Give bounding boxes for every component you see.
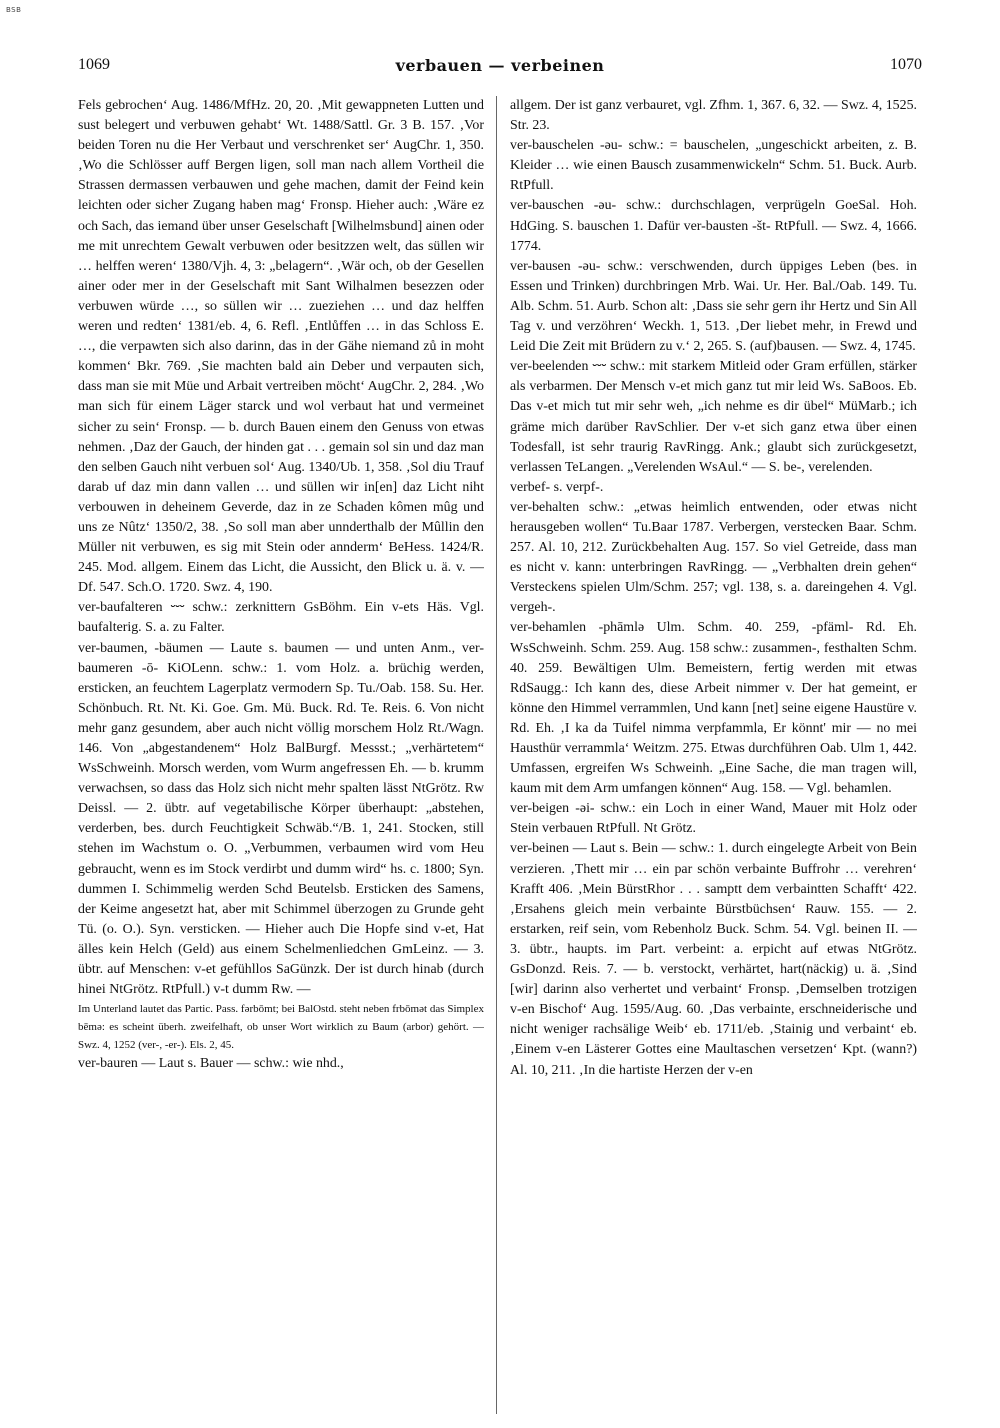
entry-verbehalten: ver-behalten schw.: „etwas heimlich entwenden, oder etwas nicht herausgeben wollen“ Tu.Baar 1787. Verbergen, verstecken Baar. Schm. 257. Al. 10, 212. Zurückbehalten Aug. 157. So viel Getreide, dass man es nicht v. kann: unterbringen RavRingg. — „Verbhalten drein gehen“ Versteckens spielen Ulm/Schm. 257; vgl. 138, s. a. dareingehen 4. Vgl. vergeh-. — [510, 499, 917, 616]
left-column — [78, 96, 484, 1412]
entry-verbausen: ver-bausen -əu- schw.: verschwenden, durch üppiges Leben (bes. in Essen und Trinken) durchbringen Mrb. Wai. Ur. Her. Bal./Oab. 149. Tu. Alb. Schm. 51. Aurb. Schon alt: ‚Dass sie sehr gern ihr Hertz und Sin All Tag v. und verzöhren‘ Weckh. 1, 513. ‚Der liebet mehr, in Frewd und Leid Die Zeit mit Brüdern zu v.‘ 2, 265. S. (auf)bausen. — Swz. 4, 1745. — [510, 258, 917, 355]
entry-verbauen-continued: Fels gebrochen‘ Aug. 1486/MfHz. 20, 20. ‚Mit gewappneten Lutten und sust belegert und verbuwen gehabt‘ Wt. 1488/Sattl. Gr. 3 B. 157. ‚Vor beiden Toren nu die Her Verbaut und verschrenket ser‘ AugChr. 1, 350. ‚Wo die Schlösser auff Bergen ligen, soll man nach allem Vortheil die Strassen dermassen verbauwen und gehe machen, damit der Feind kein leichten oder sicher Zugang haben mag‘ Fronsp. Hieher auch: ‚Wäre ez och Sach, das iemand über unser Geselschaft [Wilhelmsbund] ainen oder me mit unrechtem Gewalt verbuwen oder besitzzen welt, das süllen wir … helffen weren‘ 1380/Vjh. 4, 3: „belagern“. ‚Wär och, ob der Gesellen ainer oder mer in der Geselschaft mit Sant Wilhalmen besezzen oder verbuwen würde …, so süllen wir … zueziehen … und daz helffen weren und redten‘ 1381/eb. 4, 6. Refl. ‚Entlůffen … in das Schloss E. …, die verpawten sich also darinn, das in der Gähe niemand zů in moht kommen‘ Bkr. 769. ‚Sie machten bald ain Deber und verpauten sich, dass man sie mit Müe und Arbait vertreiben möcht‘ AugChr. 2, 284. ‚Wo man sich für einem Läger starck und wol verbaut hat und vermeinet sicher zu sein‘ Fronsp. — b. durch Bauen einem den Genuss von etwas nehmen. ‚Daz der Gauch, der hinden gat . . . gemain sol sin und daz man den selben Gauch niht verbuen sol‘ Aug. 1340/Ub. 1, 358. ‚Sol diu Trauf darab uf daz min dann vallen … und süllen wir in[en] daz Licht niht verbouwen in deheinem Geverde, daz in ze Schaden kômen mûg und uns ze Nûtz‘ 1350/2, 38. ‚So soll man aber unnderthalb der Mûllin den Müller nit verbuwen, es sig mit Stein oder annderm‘ BeHess. 1424/R. 245. Mod. allgem. Einem das Licht, die Aussicht, den Blick u. ä. v. — Df. 547. Sch.O. 1720. Swz. 4, 190. — [78, 98, 484, 596]
entry-verbaumen: ver-baumen, -bäumen — Laute s. baumen — und unten Anm., ver-baumeren -ō- KiOLenn. schw.: 1. vom Holz. a. brüchig werden, ersticken, an feuchtem Lagerplatz vermodern Sp. Tu./Oab. 158. Su. Her. Schönbuch. Rt. Nt. Ki. Goe. Gm. Mü. Buck. Rd. Te. Reis. 6. Von nicht mehr ganz gesundem, aber auch nicht völlig morschem Holz Rt./Wagn. 146. Von „abgestandenem“ Holz BalBurgf. Messst.; „verhärtetem“ WsSchweinh. Morsch werden, vom Wurm angefressen Eh. — b. krumm verwachsen, so dass das Holz sich nicht mehr spalten lässt NtGrötz. Rw Deissl. — 2. übtr. auf vegetabilische Körper überhaupt: „abstehen, verderben, bes. durch Feuchtigkeit Schwäb.“/B. 1, 241. Stocken, still stehen im Wachstum o. O. „Verbummen, verbaumen wird vom Heu gebraucht, wenn es im Stock verdirbt und dumm wird“ hs. c. 1800; Syn. dummen I. Schimmelig werden Schd Beutelsb. Ersticken des Samens, der Keime angesetzt hat, aber mit Schimmel überzogen zu Grunde geht Tü. (o. O.). Syn. versticken. — Hieher auch Die Hopfe sind v-et, Hat älles kein Helch (Geld) aus einem Schelmenliedchen GmLeinz. — 3. übtr. auf Menschen: v-et gefühllos SaGünzk. Der ist durch hinab (durch hinei NtGrötz. RtPfull.) v-t dumm Rw. — — [78, 640, 484, 998]
entry-verbauschelen: ver-bauschelen -əu- schw.: = bauschelen, „ungeschickt arbeiten, z. B. Kleider … wie einen Bausch zusammenwickeln“ Schm. 51. Buck. Aurb. RtPfull. — [510, 138, 917, 194]
entry-verbauschen: ver-bauschen -əu- schw.: durchschlagen, verprügeln GoeSal. Hoh. HdGing. S. bauschen 1. Dafür ver-bausten -št- RtPfull. — Swz. 4, 1666. 1774. — [510, 198, 917, 254]
entry-verbauren-continued: allgem. Der ist ganz verbauret, vgl. Zfhm. 1, 367. 6, 32. — Swz. 4, 1525. Str. 23. — [510, 98, 917, 134]
page-number-left: 1069 — [78, 56, 110, 73]
library-stamp: BSB — [6, 6, 22, 14]
page-number-right: 1070 — [890, 56, 922, 73]
running-title: verbauen — verbeinen — [395, 56, 605, 75]
entry-verbeelenden: ver-beelenden ⏑⏑⏑ schw.: mit starkem Mitleid oder Gram erfüllen, stärker als verbarmen. Der Mensch v-et mich ganz tut mir leid Ws. SaBoos. Eb. Das v-et mich tut mir sehr weh, „ich nehme es dir übel“ MüMarb.; ich gräme mich darüber RavSchlier. Der v-et sich ganz etwa über einen Todesfall, ist sehr traurig RavRingg. Ank.; glaubt sich zurückgesetzt, verlassen TeLangen. „Verelenden WsAul.“ — S. be-, verelenden. — [510, 359, 917, 475]
entry-verbaufalteren: ver-baufalteren ⏑⏑⏑ schw.: zerknittern GsBöhm. Ein v-ets Häs. Vgl. baufalterig. S. a. zu Falter. — [78, 600, 484, 636]
column-divider — [496, 96, 497, 1414]
page-header — [78, 56, 922, 82]
entry-verbaumen-note: Im Unterland lautet das Partic. Pass. fərbōmt; bei BalOstd. steht neben frbōmət das Simplex bēmə: es scheint überh. zweifelhaft, ob unser Wort wirklich zu Baum (arbor) gehört. — Swz. 4, 1252 (ver-, -er-). Els. 2, 45. — [78, 1003, 484, 1052]
entry-verbauren: ver-bauren — Laut s. Bauer — schw.: wie nhd., — [78, 1056, 344, 1072]
entry-verbef: verbef- s. verpf-. — [510, 479, 604, 495]
entry-verbeinen: ver-beinen — Laut s. Bein — schw.: 1. durch eingelegte Arbeit von Bein verzieren. ‚Thett mir … ein par schön verbainte Buffrohr … verehren‘ Krafft 406. ‚Mein BürstRhor . . . samptt dem verbaintten Schafft‘ 422. ‚Ersahens gleich mein verbainte Bürstbüchsen‘ Rauw. 155. — 2. erstarken, reif sein, vom Rebenholz Buck. Schm. 54. Vgl. beinen II. — 3. übtr., haupts. im Part. verbeint: a. erpicht auf etwas NtGrötz. GsDonzd. Reis. 7. — b. verstockt, verhärtet, hart(näckig) u. ä. ‚Sind [wir] darinn also verhertet und verbaint‘ Fronsp. ‚Demselben trotzigen v-en Bischof‘ Aug. 1595/Aug. 60. ‚Das verbainte, erschneiderische und nicht weniger rachsälige Weib‘ eb. 1711/eb. ‚Stainig und verbaint‘ eb. ‚Einem v-en Lästerer Gottes eine Maultaschen versetzen‘ Kpt. (wann?) Al. 10, 211. ‚In die hartiste Herzen der v-en — [510, 841, 917, 1078]
right-column — [510, 96, 917, 1412]
entry-verbeigen: ver-beigen -əi- schw.: ein Loch in einer Wand, Mauer mit Holz oder Stein verbauen RtPfull. Nt Grötz. — [510, 801, 917, 837]
entry-verbehamlen: ver-behamlen -phāmlə Ulm. Schm. 40. 259, -pfäml- Rd. Eh. WsSchweinh. Schm. 259. Aug. 158 schw.: zusammen-, festhalten Schm. 40. 259. Bewältigen Ulm. Bemeistern, fertig werden mit etwas RdSaugg.: Ich kann des, diese Arbeit nimmer v. Der hat gemeint, er könne den Himmel verrammlen, Und kann [net] seine eigene Haustüre v. Rd. Eh. ‚I ka da Tuifel nimma verpfammla, Er könnt' mir — no mei Hausthür verrammla‘ Weitzm. 275. Etwas durchführen Oab. Ulm 1, 442. Umfassen, ergreifen Ws Schweinh. „Eine Sache, die man tragen will, kaum mit dem Arm umfangen können“ Aug. 158. — Vgl. behamlen. — [510, 620, 917, 797]
